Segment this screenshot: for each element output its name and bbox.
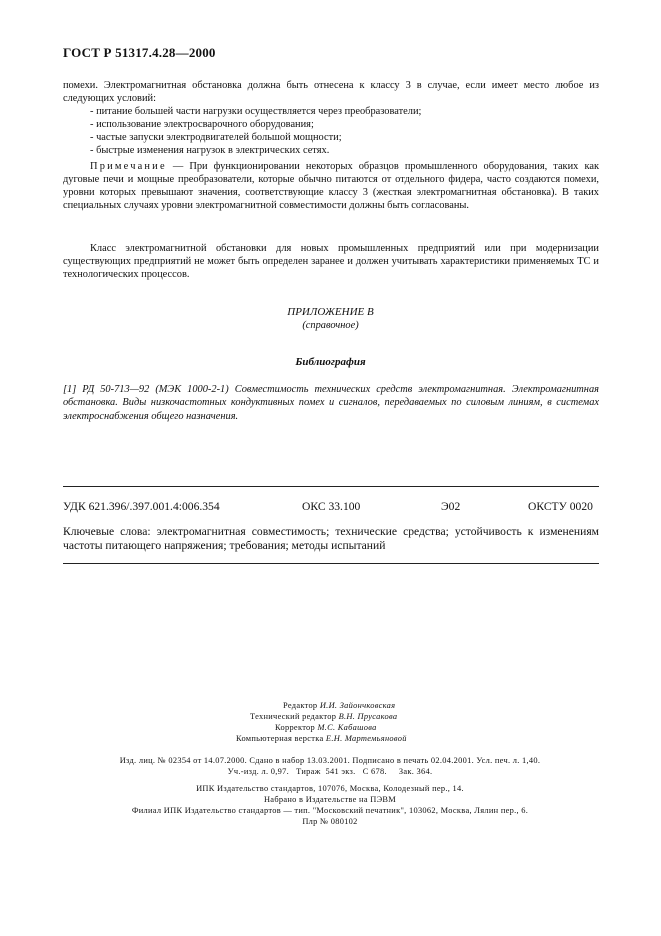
credit-layout <box>236 734 407 743</box>
conditions-list <box>90 105 421 157</box>
credit-name: Е.Н. Мартемьяновой <box>325 734 407 743</box>
publisher-line-2: Набрано в Издательстве на ПЭВМ <box>263 795 397 804</box>
intro-paragraph: помехи. Электромагнитная обстановка должна быть отнесена к классу 3 в случае, если имеет место любое из следующих условий: <box>63 80 599 105</box>
credit-name: М.С. Кабашова <box>317 723 377 732</box>
closing-paragraph: Класс электромагнитной обстановки для новых промышленных предприятий или при модернизации существующих предприятий не может быть определен заранее и должен учитывать характеристики применяемых ТС и технологических процессов. <box>63 243 599 281</box>
publisher-line-4: Плр № 080102 <box>302 817 358 826</box>
note-text: При функционировании некоторых образцов промышленного оборудования, таких как дуговые печи и мощные преобразователи, которые обычно питаются от отдельного фидера, часто создаются помехи, уровни которых превышают значения, соответствующие классу 3 (жесткая электромагнитная обстановка). В таких специальных случаях уровни электромагнитной совместимости должны быть согласованы. <box>63 161 599 212</box>
keywords: Ключевые слова: электромагнитная совместимость; технические средства; устойчивость к изменениям частоты питающего напряжения; требования; методы испытаний <box>63 525 599 552</box>
udk-code: УДК 621.396/.397.001.4:006.354 <box>63 500 220 513</box>
credit-proofreader <box>275 723 377 732</box>
note-label: Примечание <box>90 161 167 172</box>
appendix-title: ПРИЛОЖЕНИЕ В <box>287 306 374 318</box>
credit-role: Технический редактор <box>250 712 337 721</box>
note-paragraph <box>63 160 599 212</box>
document-header: ГОСТ Р 51317.4.28—2000 <box>63 45 216 60</box>
credit-role: Компьютерная верстка <box>236 734 324 743</box>
bibliography-entry: [1] РД 50-713—92 (МЭК 1000-2-1) Совместимость технических средств электромагнитная. Электромагнитная обстановка. Виды низкочастотных кондуктивных помех и сигналов, передаваемых по силовым линиям, в системах электроснабжения общего назначения. <box>63 384 599 422</box>
print-info-line-2: Уч.-изд. л. 0,97. Тираж 541 экз. С 678. Зак. 364. <box>227 767 433 776</box>
print-info-line-1: Изд. лиц. № 02354 от 14.07.2000. Сдано в набор 13.03.2001. Подписано в печать 02.04.2001. Усл. печ. л. 1,40. <box>119 756 541 765</box>
oks-code: ОКС 33.100 <box>302 500 361 513</box>
credit-name: И.И. Зайончковская <box>319 701 396 710</box>
credit-editor <box>283 701 395 710</box>
publisher-line-1: ИПК Издательство стандартов, 107076, Москва, Колодезный пер., 14. <box>196 784 464 793</box>
credit-role: Редактор <box>283 701 318 710</box>
okstu-code: ОКСТУ 0020 <box>528 500 593 513</box>
credit-tech-editor <box>250 712 397 721</box>
list-item: - частые запуски электродвигателей большой мощности; <box>90 131 421 144</box>
credit-name: В.Н. Прусакова <box>338 712 398 721</box>
bottom-divider <box>63 563 599 564</box>
list-item: - питание большей части нагрузки осуществляется через преобразователи; <box>90 105 421 118</box>
appendix-subtitle: (справочное) <box>302 320 359 331</box>
bibliography-title: Библиография <box>295 356 366 368</box>
note-dash: — <box>166 161 190 172</box>
top-divider <box>63 486 599 487</box>
publisher-line-3: Филиал ИПК Издательство стандартов — тип. "Московский печатник", 103062, Москва, Лялин пер., 6. <box>131 806 529 815</box>
credit-role: Корректор <box>275 723 316 732</box>
category-code: Э02 <box>441 500 461 513</box>
list-item: - использование электросварочного оборудования; <box>90 118 421 131</box>
list-item: - быстрые изменения нагрузок в электрических сетях. <box>90 144 421 157</box>
